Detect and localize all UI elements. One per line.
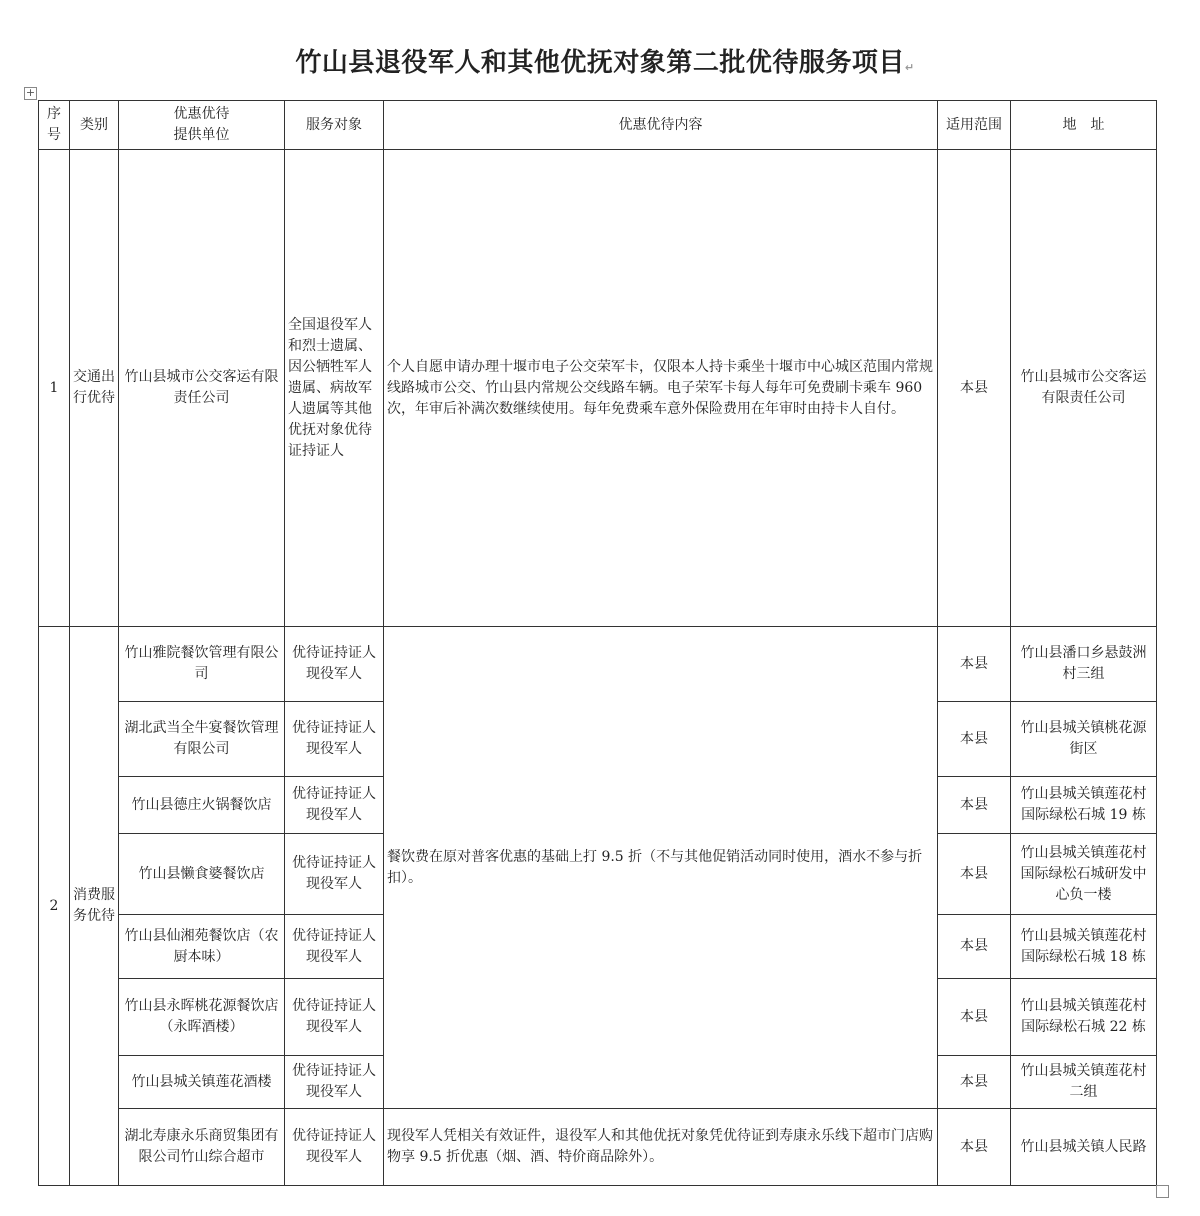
cell-provider: 竹山县永晖桃花源餐饮店（永晖酒楼） (119, 979, 285, 1056)
table-header-row (39, 101, 1157, 150)
cell-provider: 竹山县城市公交客运有限责任公司 (119, 150, 285, 627)
cell-content: 个人自愿申请办理十堰市电子公交荣军卡，仅限本人持卡乘坐十堰市中心城区范围内常规线路城市公交、竹山县内常规公交线路车辆。电子荣军卡每人每年可免费刷卡乘车 960 次，年审后补满次数继续使用。每年免费乘车意外保险费用在年审时由持卡人自付。 (384, 150, 938, 627)
cell-address: 竹山县城关镇莲花村二组 (1011, 1056, 1157, 1109)
cell-target: 优待证持证人现役军人 (285, 1056, 384, 1109)
cell-target: 优待证持证人现役军人 (285, 627, 384, 702)
cell-address: 竹山县城关镇莲花村国际绿松石城 22 栋 (1011, 979, 1157, 1056)
cell-provider: 竹山雅院餐饮管理有限公司 (119, 627, 285, 702)
cell-target: 优待证持证人现役军人 (285, 834, 384, 915)
header-provider: 优惠优待 提供单位 (119, 101, 285, 150)
cell-seq: 2 (39, 627, 70, 1186)
cell-provider: 湖北寿康永乐商贸集团有限公司竹山综合超市 (119, 1109, 285, 1186)
cell-target: 优待证持证人现役军人 (285, 915, 384, 979)
document-title: 竹山县退役军人和其他优抚对象第二批优待服务项目↵ (295, 48, 915, 78)
cell-address: 竹山县城关镇莲花村国际绿松石城 18 栋 (1011, 915, 1157, 979)
header-category: 类别 (70, 101, 119, 150)
table-resize-handle-icon[interactable] (1156, 1185, 1169, 1198)
cell-address: 竹山县城市公交客运有限责任公司 (1011, 150, 1157, 627)
cell-target: 全国退役军人和烈士遗属、因公牺牲军人遗属、病故军人遗属等其他优抚对象优待证持证人 (285, 150, 384, 627)
cell-provider: 竹山县德庄火锅餐饮店 (119, 777, 285, 834)
cell-content: 现役军人凭相关有效证件，退役军人和其他优抚对象凭优待证到寿康永乐线下超市门店购物享 9.5 折优惠（烟、酒、特价商品除外）。 (384, 1109, 938, 1186)
cell-target: 优待证持证人现役军人 (285, 777, 384, 834)
header-scope: 适用范围 (938, 101, 1011, 150)
header-target: 服务对象 (285, 101, 384, 150)
cell-provider: 湖北武当全牛宴餐饮管理有限公司 (119, 702, 285, 777)
benefits-table (38, 100, 1157, 1186)
cell-shared-content: 餐饮费在原对普客优惠的基础上打 9.5 折（不与其他促销活动同时使用，酒水不参与折扣）。 (384, 627, 938, 1109)
cell-target: 优待证持证人现役军人 (285, 1109, 384, 1186)
cell-provider: 竹山县城关镇莲花酒楼 (119, 1056, 285, 1109)
header-seq: 序号 (39, 101, 70, 150)
table-row (39, 627, 1157, 702)
cell-target: 优待证持证人现役军人 (285, 979, 384, 1056)
cell-category: 消费服务优待 (70, 627, 119, 1186)
cell-scope: 本县 (938, 1056, 1011, 1109)
header-content: 优惠优待内容 (384, 101, 938, 150)
cell-scope: 本县 (938, 915, 1011, 979)
cell-provider: 竹山县懒食婆餐饮店 (119, 834, 285, 915)
table-move-handle-icon[interactable]: + (25, 86, 36, 99)
cell-scope: 本县 (938, 1109, 1011, 1186)
cell-address: 竹山县潘口乡悬鼓洲村三组 (1011, 627, 1157, 702)
cell-scope: 本县 (938, 627, 1011, 702)
table-row (39, 150, 1157, 627)
cell-scope: 本县 (938, 777, 1011, 834)
cell-address: 竹山县城关镇莲花村国际绿松石城研发中心负一楼 (1011, 834, 1157, 915)
header-address: 地 址 (1011, 101, 1157, 150)
table-row (39, 1109, 1157, 1186)
cell-address: 竹山县城关镇莲花村国际绿松石城 19 栋 (1011, 777, 1157, 834)
cell-address: 竹山县城关镇桃花源街区 (1011, 702, 1157, 777)
cell-target: 优待证持证人现役军人 (285, 702, 384, 777)
cell-scope: 本县 (938, 979, 1011, 1056)
cell-scope: 本县 (938, 702, 1011, 777)
cell-provider: 竹山县仙湘苑餐饮店（农厨本味） (119, 915, 285, 979)
cell-category: 交通出行优待 (70, 150, 119, 627)
cell-seq: 1 (39, 150, 70, 627)
cell-address: 竹山县城关镇人民路 (1011, 1109, 1157, 1186)
cell-scope: 本县 (938, 834, 1011, 915)
cell-scope: 本县 (938, 150, 1011, 627)
